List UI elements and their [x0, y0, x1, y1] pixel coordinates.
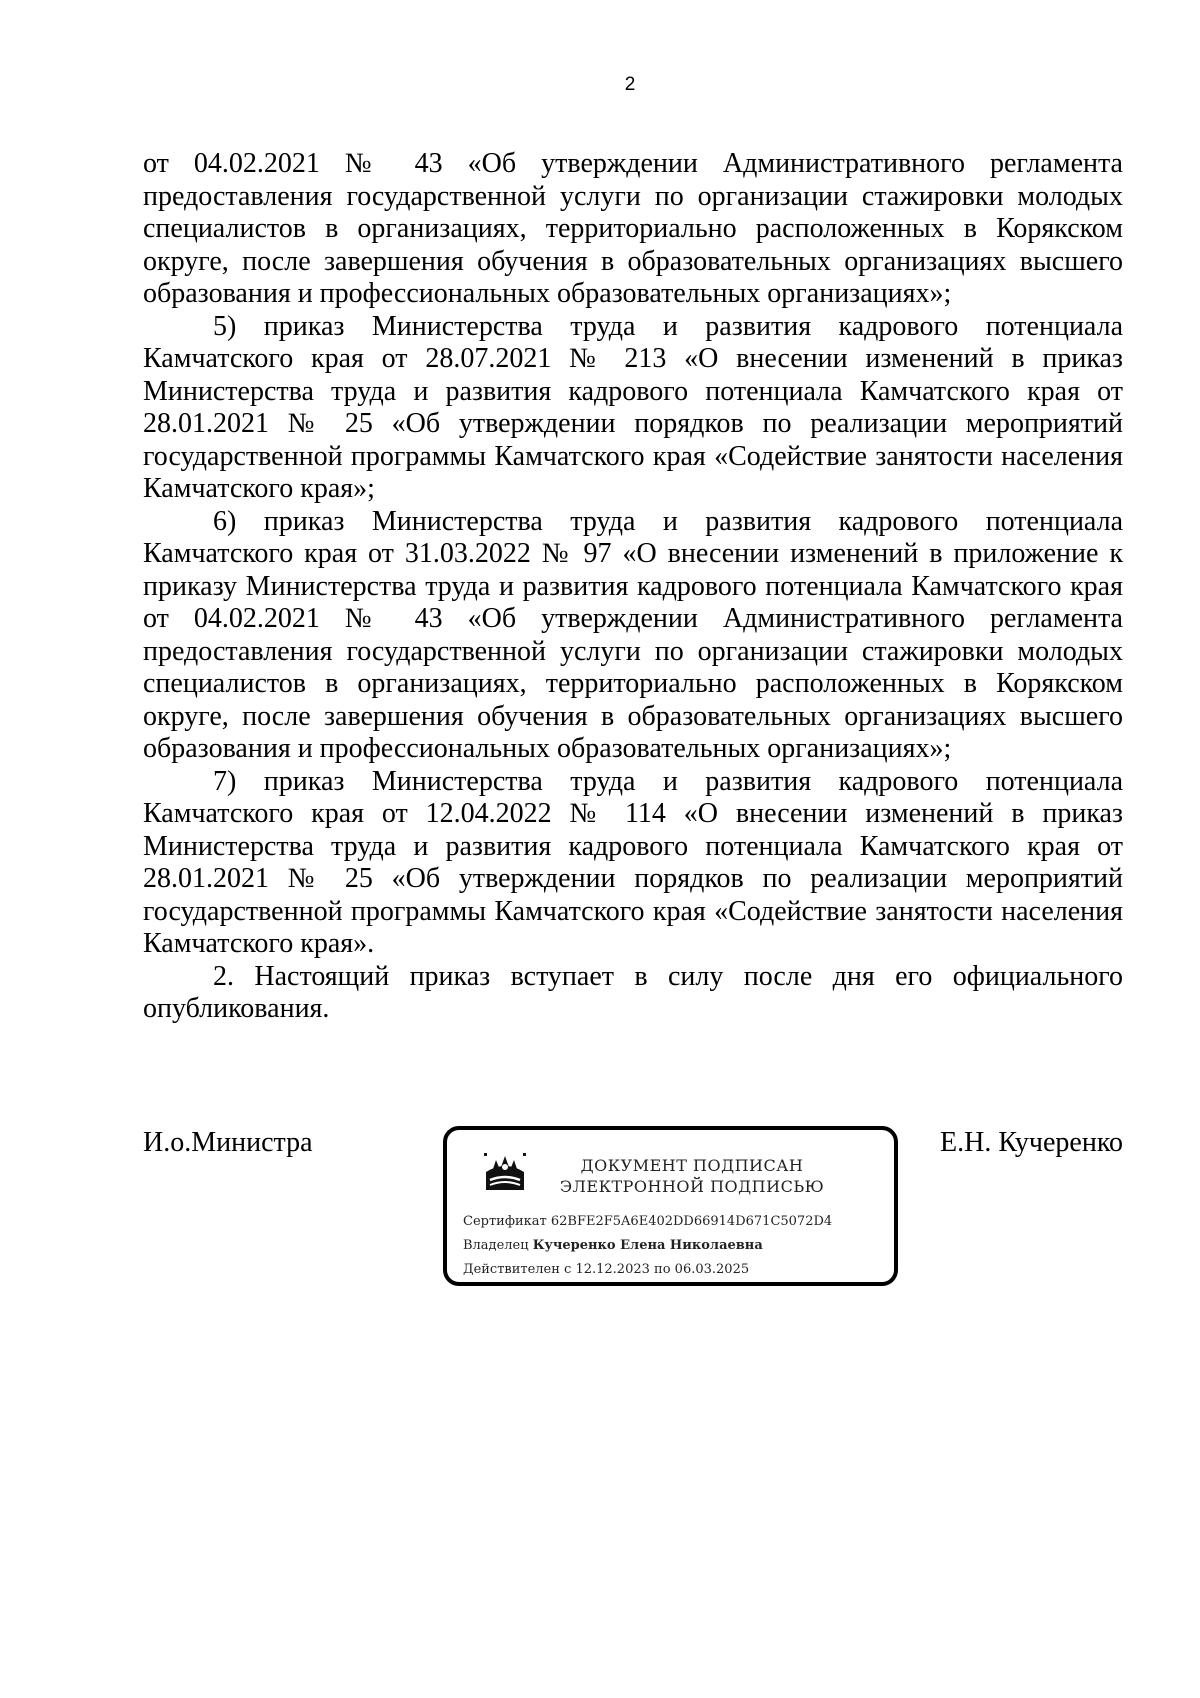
owner-value: Кучеренко Елена Николаевна [532, 1238, 763, 1253]
valid-from: 12.12.2023 [575, 1262, 650, 1277]
valid-to: 06.03.2025 [674, 1262, 750, 1277]
electronic-signature-stamp [443, 1126, 898, 1286]
stamp-heading-line-2: ЭЛЕКТРОННОЙ ПОДПИСЬЮ [559, 1177, 825, 1196]
page-number: 2 [624, 74, 636, 95]
paragraph-item-7: 7) приказ Министерства труда и развития кадрового потенциала Камчатского края от 12.04.2022 № 114 «О внесении изменений в приказ Министерства труда и развития кадрового потенциала Камчатского края от 28.01.2021 № 25 «Об утверждении порядков по реализации мероприятий государственной программы Камчатского края «Содействие занятости населения Камчатского края». [143, 765, 1123, 959]
stamp-heading-line-1: ДОКУМЕНТ ПОДПИСАН [580, 1156, 804, 1175]
valid-to-label: по [654, 1262, 671, 1277]
paragraph-clause-2: 2. Настоящий приказ вступает в силу после дня его официального опубликования. [143, 960, 1123, 1024]
stamp-owner-line [463, 1238, 763, 1253]
kamchatka-coat-of-arms-icon [482, 1150, 528, 1192]
stamp-heading [542, 1155, 842, 1197]
stamp-validity-line [463, 1262, 749, 1277]
stamp-certificate-line [463, 1214, 832, 1229]
certificate-label: Сертификат [463, 1214, 547, 1229]
valid-label: Действителен с [463, 1262, 572, 1277]
owner-label: Владелец [463, 1238, 529, 1253]
signatory-name: Е.Н. Кучеренко [940, 1127, 1123, 1158]
signatory-title: И.о.Министра [143, 1127, 313, 1158]
paragraph-continuation: от 04.02.2021 № 43 «Об утверждении Административного регламента предоставления государственной услуги по организации стажировки молодых специалистов в организациях, территориально расположенных в Корякском округе, после завершения обучения в образовательных организациях высшего образования и профессиональных образовательных организациях»; [143, 148, 1123, 309]
paragraph-item-6: 6) приказ Министерства труда и развития кадрового потенциала Камчатского края от 31.03.2022 № 97 «О внесении изменений в приложение к приказу Министерства труда и развития кадрового потенциала Камчатского края от 04.02.2021 № 43 «Об утверждении Административного регламента предоставления государственной услуги по организации стажировки молодых специалистов в организациях, территориально расположенных в Корякском округе, после завершения обучения в образовательных организациях высшего образования и профессиональных образовательных организациях»; [143, 505, 1123, 764]
paragraph-item-5: 5) приказ Министерства труда и развития кадрового потенциала Камчатского края от 28.07.2021 № 213 «О внесении изменений в приказ Министерства труда и развития кадрового потенциала Камчатского края от 28.01.2021 № 25 «Об утверждении порядков по реализации мероприятий государственной программы Камчатского края «Содействие занятости населения Камчатского края»; [143, 310, 1123, 504]
document-body [143, 148, 1123, 1026]
certificate-value: 62BFE2F5A6E402DD66914D671C5072D4 [550, 1214, 833, 1229]
